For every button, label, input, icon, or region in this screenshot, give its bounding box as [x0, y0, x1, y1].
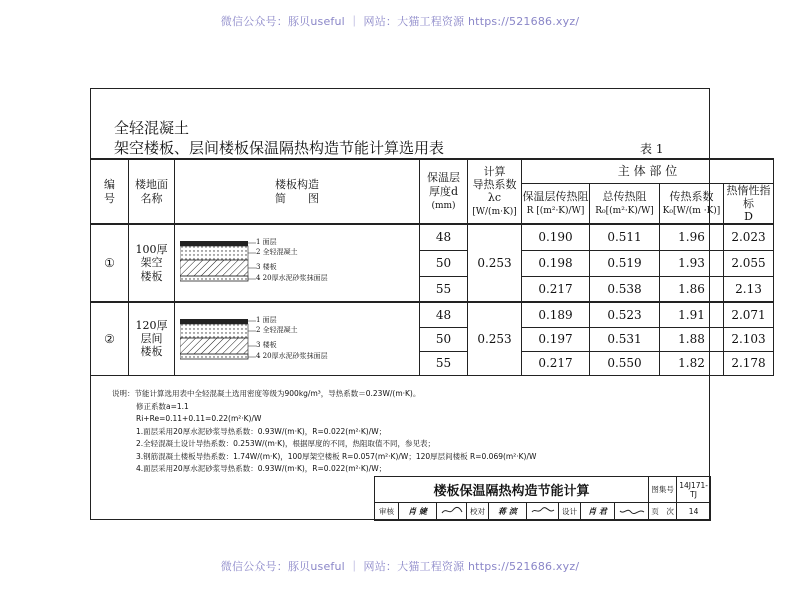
header-main-group: 主 体 部 位 — [522, 159, 774, 183]
review-signature — [437, 503, 467, 521]
construction-diagram — [175, 302, 420, 375]
construction-diagram — [175, 224, 420, 302]
review-label: 审核 — [375, 503, 399, 521]
k-cell: 1.86 — [660, 276, 724, 302]
floor-name: 120厚 层间 楼板 — [129, 302, 175, 375]
header-r-total: 总传热阻 R₀[(m²·K)/W] — [590, 183, 660, 224]
k-cell: 1.93 — [660, 250, 724, 276]
lambda-cell: 0.253 — [468, 224, 522, 302]
check-name: 蒋 滨 — [489, 503, 527, 521]
r-cell: 0.190 — [522, 224, 590, 250]
drawing-title: 楼板保温隔热构造节能计算 — [375, 477, 649, 503]
atlas-number: 14J171-TJ — [677, 477, 711, 503]
lambda-cell: 0.253 — [468, 302, 522, 375]
r0-cell: 0.550 — [590, 351, 660, 375]
table-row — [91, 224, 774, 250]
group-number: ② — [91, 302, 129, 375]
note-line: 4.面层采用20厚水泥砂浆导热系数：0.93W/(m·K)，R=0.022(m²·K)/W； — [136, 464, 387, 473]
note-line: 1.面层采用20厚水泥砂浆导热系数：0.93W/(m·K)，R=0.022(m²·K)/W； — [136, 426, 387, 436]
layer-label: 2 全轻混凝土 — [256, 248, 298, 257]
group-number: ① — [91, 224, 129, 302]
check-signature — [527, 503, 559, 521]
notes-block — [112, 388, 536, 476]
k-cell: 1.96 — [660, 224, 724, 250]
calc-table-wrap — [90, 158, 771, 371]
r0-cell: 0.538 — [590, 276, 660, 302]
header-r-insulation: 保温层传热阻 R [(m²·K)/W] — [522, 183, 590, 224]
d-cell: 2.071 — [724, 302, 774, 327]
watermark-top: 微信公众号：豚贝useful ｜ 网站：大猫工程资源 https://521686.xyz/ — [220, 15, 580, 28]
header-d: 热惰性指标 D — [724, 183, 774, 224]
layer-section-drawing — [180, 311, 256, 367]
d-cell: 2.13 — [724, 276, 774, 302]
header-thickness: 保温层 厚度d (mm) — [420, 159, 468, 224]
r0-cell: 0.523 — [590, 302, 660, 327]
d-cell: 2.055 — [724, 250, 774, 276]
thickness-cell: 48 — [420, 224, 468, 250]
header-k: 传热系数 K₀[W/(m ·K)] — [660, 183, 724, 224]
layer-label: 4 20厚水泥砂浆抹面层 — [256, 274, 328, 283]
title-table: 架空楼板、层间楼板保温隔热构造节能计算选用表 — [114, 139, 445, 157]
page-number: 14 — [677, 503, 711, 521]
atlas-label: 图集号 — [649, 477, 677, 503]
design-name: 肖 君 — [581, 503, 615, 521]
thickness-cell: 50 — [420, 250, 468, 276]
r0-cell: 0.511 — [590, 224, 660, 250]
k-cell: 1.82 — [660, 351, 724, 375]
layer-label: 3 楼板 — [256, 341, 277, 350]
header-calc-lambda: 计算 导热系数 λc [W/(m·K)] — [468, 159, 522, 224]
check-label: 校对 — [467, 503, 489, 521]
layer-label: 2 全轻混凝土 — [256, 326, 298, 335]
thickness-cell: 55 — [420, 351, 468, 375]
d-cell: 2.023 — [724, 224, 774, 250]
note-line: 2.全轻混凝土设计导热系数：0.253W/(m·K)，根据厚度的不同，热阻取值不同，参见表； — [136, 439, 436, 448]
signature-mark — [618, 506, 646, 516]
table-number: 表 1 — [640, 142, 664, 156]
layer-label: 1 面层 — [256, 238, 277, 247]
title-material: 全轻混凝土 — [114, 119, 190, 137]
review-name: 肖 婕 — [399, 503, 437, 521]
thickness-cell: 48 — [420, 302, 468, 327]
header-no: 编 号 — [91, 159, 129, 224]
layer-label: 3 楼板 — [256, 263, 277, 272]
title-block — [374, 476, 711, 521]
d-cell: 2.103 — [724, 327, 774, 351]
header-construction: 楼板构造 简 图 — [175, 159, 420, 224]
layer-label: 4 20厚水泥砂浆抹面层 — [256, 352, 328, 361]
r-cell: 0.189 — [522, 302, 590, 327]
k-cell: 1.91 — [660, 302, 724, 327]
header-floor-name: 楼地面 名称 — [129, 159, 175, 224]
k-cell: 1.88 — [660, 327, 724, 351]
note-line: 3.钢筋混凝土楼板导热系数：1.74W/(m·K)，100厚架空楼板 R=0.057(m²·K)/W；120厚层间楼板 R=0.069(m²·K)/W — [136, 451, 537, 461]
table-row — [91, 302, 774, 327]
thickness-cell: 50 — [420, 327, 468, 351]
note-line: Ri+Re=0.11+0.11=0.22(m²·K)/W — [136, 414, 262, 423]
page-label: 页 次 — [649, 503, 677, 521]
d-cell: 2.178 — [724, 351, 774, 375]
watermark-bottom: 微信公众号：豚贝useful ｜ 网站：大猫工程资源 https://521686.xyz/ — [220, 560, 580, 573]
floor-name: 100厚 架空 楼板 — [129, 224, 175, 302]
note-line: 说明：节能计算选用表中全轻混凝土选用密度等级为900kg/m³，导热系数＝0.23W/(m·K)。 — [112, 389, 421, 398]
calc-table — [90, 158, 774, 376]
layer-section-drawing — [180, 233, 256, 289]
signature-mark — [530, 506, 556, 516]
r-cell: 0.217 — [522, 351, 590, 375]
r-cell: 0.217 — [522, 276, 590, 302]
thickness-cell: 55 — [420, 276, 468, 302]
r-cell: 0.197 — [522, 327, 590, 351]
r0-cell: 0.531 — [590, 327, 660, 351]
note-line: 修正系数a=1.1 — [136, 401, 189, 411]
signature-mark — [440, 506, 464, 516]
design-label: 设计 — [559, 503, 581, 521]
layer-label: 1 面层 — [256, 316, 277, 325]
r0-cell: 0.519 — [590, 250, 660, 276]
design-signature — [615, 503, 649, 521]
r-cell: 0.198 — [522, 250, 590, 276]
